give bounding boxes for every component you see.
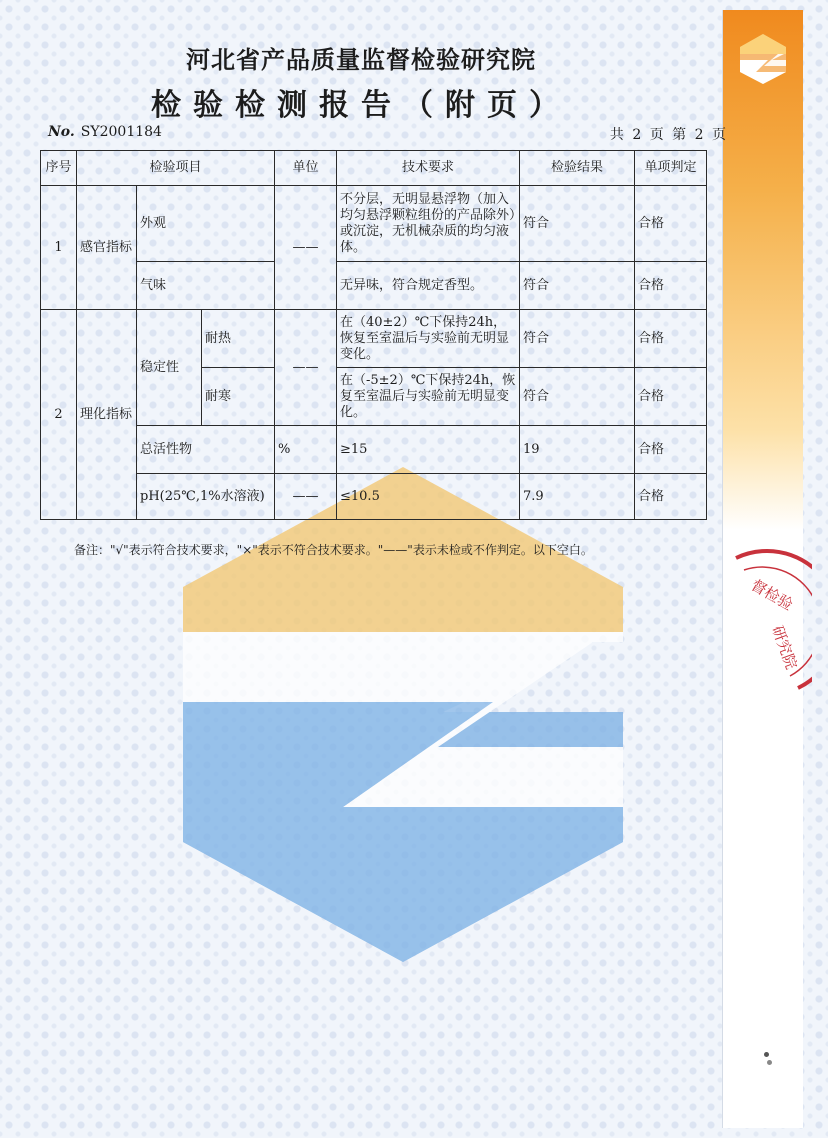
row-result: 19 — [520, 426, 635, 474]
row-unit: —— — [275, 474, 337, 520]
report-number — [48, 124, 162, 140]
header-item: 检验项目 — [77, 151, 275, 186]
svg-text:研究院: 研究院 — [768, 623, 801, 672]
row-unit: % — [275, 426, 337, 474]
row-verdict: 合格 — [635, 368, 707, 426]
row-result: 符合 — [520, 368, 635, 426]
row-requirement: 在（40±2）℃下保持24h，恢复至室温后与实验前无明显变化。 — [337, 310, 520, 368]
row-item: pH(25℃,1%水溶液) — [137, 474, 275, 520]
table-row — [41, 426, 707, 474]
row-item: 外观 — [137, 186, 275, 262]
svg-text:督检验: 督检验 — [748, 575, 796, 614]
row-item: 稳定性 — [137, 310, 202, 426]
row-seq: 2 — [41, 310, 77, 520]
row-category: 感官指标 — [77, 186, 137, 310]
row-verdict: 合格 — [635, 426, 707, 474]
scan-dot — [767, 1060, 772, 1065]
row-unit: —— — [275, 186, 337, 310]
row-requirement: ≤10.5 — [337, 474, 520, 520]
official-seal-icon — [716, 548, 812, 698]
table-header-row — [41, 151, 707, 186]
row-unit: —— — [275, 310, 337, 426]
report-title: 检验检测报告（附页） — [151, 88, 571, 123]
row-subitem: 耐热 — [202, 310, 275, 368]
remarks-note: 备注："√"表示符合技术要求，"×"表示不符合技术要求。"——"表示未检或不作判定。以下空白。 — [74, 543, 593, 557]
row-item: 总活性物 — [137, 426, 275, 474]
header-result: 检验结果 — [520, 151, 635, 186]
row-verdict: 合格 — [635, 262, 707, 310]
row-result: 符合 — [520, 262, 635, 310]
institute-name: 河北省产品质量监督检验研究院 — [186, 45, 536, 74]
scan-dot — [764, 1052, 769, 1057]
row-result: 符合 — [520, 186, 635, 262]
row-item: 气味 — [137, 262, 275, 310]
report-number-label: No. — [48, 124, 75, 140]
table-row — [41, 186, 707, 262]
table-row — [41, 262, 707, 310]
institute-logo-icon — [738, 32, 788, 86]
row-verdict: 合格 — [635, 310, 707, 368]
row-verdict: 合格 — [635, 474, 707, 520]
page-indicator: 共 2 页 第 2 页 — [609, 127, 728, 143]
row-requirement: ≥15 — [337, 426, 520, 474]
row-result: 7.9 — [520, 474, 635, 520]
header-verdict: 单项判定 — [635, 151, 707, 186]
row-requirement: 在（-5±2）℃下保持24h，恢复至室温后与实验前无明显变化。 — [337, 368, 520, 426]
row-seq: 1 — [41, 186, 77, 310]
table-row — [41, 474, 707, 520]
report-number-value: SY2001184 — [80, 124, 162, 140]
row-result: 符合 — [520, 310, 635, 368]
row-category: 理化指标 — [77, 310, 137, 520]
header-requirement: 技术要求 — [337, 151, 520, 186]
row-requirement: 无异味，符合规定香型。 — [337, 262, 520, 310]
header-seq: 序号 — [41, 151, 77, 186]
row-verdict: 合格 — [635, 186, 707, 262]
row-subitem: 耐寒 — [202, 368, 275, 426]
table-row — [41, 310, 707, 368]
header-unit: 单位 — [275, 151, 337, 186]
row-requirement: 不分层，无明显悬浮物（加入均匀悬浮颗粒组份的产品除外）或沉淀，无机械杂质的均匀液体。 — [337, 186, 520, 262]
results-table — [40, 150, 707, 520]
